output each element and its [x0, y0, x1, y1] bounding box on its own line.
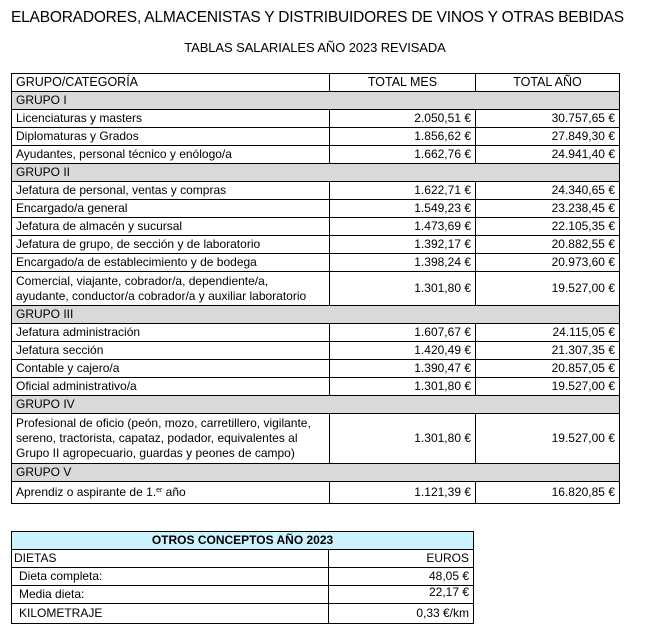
month-cell: 1.622,71 €: [330, 182, 476, 200]
table-row: [12, 254, 620, 272]
group-label: GRUPO I: [12, 92, 620, 110]
year-cell: 24.115,05 €: [476, 324, 620, 342]
table-row: [12, 324, 620, 342]
category-line: Grupo II agropecuario, guardas y peones de campo): [16, 446, 295, 460]
month-cell: 1.301,80 €: [330, 414, 476, 464]
table-row: [12, 146, 620, 164]
category-cell: Licenciaturas y masters: [12, 110, 330, 128]
category-cell: [12, 414, 330, 464]
category-line: sereno, tractorista, capataz, podador, equivalentes al: [16, 431, 298, 445]
category-text: Aprendiz o aspirante de 1.: [16, 485, 157, 499]
group-row: [12, 396, 620, 414]
month-cell: 1.420,49 €: [330, 342, 476, 360]
month-cell: 2.050,51 €: [330, 110, 476, 128]
salary-table: [11, 73, 620, 504]
concept-value: 0,33 €/km: [329, 604, 474, 624]
concept-label: Dieta completa:: [12, 568, 329, 586]
year-cell: 21.307,35 €: [476, 342, 620, 360]
group-label: GRUPO II: [12, 164, 620, 182]
year-cell: 19.527,00 €: [476, 378, 620, 396]
ordinal-superscript: er: [156, 487, 163, 494]
column-header-year: TOTAL AÑO: [476, 74, 620, 92]
month-cell: 1.392,17 €: [330, 236, 476, 254]
category-cell: [12, 482, 330, 504]
table-row: [12, 218, 620, 236]
category-cell: [12, 272, 330, 306]
category-line: Profesional de oficio (peón, mozo, carretillero, vigilante,: [16, 416, 311, 430]
document-title: ELABORADORES, ALMACENISTAS Y DISTRIBUIDORES DE VINOS Y OTRAS BEBIDAS: [11, 9, 624, 26]
table-header-row: [12, 74, 620, 92]
category-cell: Oficial administrativo/a: [12, 378, 330, 396]
year-cell: 24.340,65 €: [476, 182, 620, 200]
table-row: [12, 482, 620, 504]
category-cell: Encargado/a de establecimiento y de bodega: [12, 254, 330, 272]
euros-label: EUROS: [329, 550, 474, 568]
otros-title-row: [12, 532, 474, 550]
group-row: [12, 464, 620, 482]
column-header-category: GRUPO/CATEGORÍA: [12, 74, 330, 92]
otros-row: [12, 604, 474, 624]
category-cell: Diplomaturas y Grados: [12, 128, 330, 146]
otros-row: [12, 586, 474, 604]
group-row: [12, 306, 620, 324]
category-line: Comercial, viajante, cobrador/a, dependiente/a,: [16, 273, 269, 288]
year-cell: 22.105,35 €: [476, 218, 620, 236]
concept-label: Media dieta:: [12, 586, 329, 604]
document-subtitle: TABLAS SALARIALES AÑO 2023 REVISADA: [184, 40, 446, 55]
otros-title: OTROS CONCEPTOS AÑO 2023: [12, 532, 474, 550]
month-cell: 1.662,76 €: [330, 146, 476, 164]
year-cell: 19.527,00 €: [476, 414, 620, 464]
month-cell: 1.121,39 €: [330, 482, 476, 504]
table-row: [12, 342, 620, 360]
year-cell: 20.973,60 €: [476, 254, 620, 272]
category-cell: Jefatura administración: [12, 324, 330, 342]
category-cell: Jefatura de almacén y sucursal: [12, 218, 330, 236]
table-row: [12, 414, 620, 464]
year-cell: 23.238,45 €: [476, 200, 620, 218]
year-cell: 24.941,40 €: [476, 146, 620, 164]
category-cell: Ayudantes, personal técnico y enólogo/a: [12, 146, 330, 164]
table-row: [12, 360, 620, 378]
year-cell: 30.757,65 €: [476, 110, 620, 128]
year-cell: 27.849,30 €: [476, 128, 620, 146]
table-row: [12, 272, 620, 306]
category-line: ayudante, conductor/a cobrador/a y auxiliar laboratorio: [16, 288, 307, 303]
month-cell: 1.301,80 €: [330, 378, 476, 396]
year-cell: 16.820,85 €: [476, 482, 620, 504]
year-cell: 20.882,55 €: [476, 236, 620, 254]
otros-row: [12, 568, 474, 586]
column-header-month: TOTAL MES: [330, 74, 476, 92]
table-row: [12, 110, 620, 128]
category-cell: Encargado/a general: [12, 200, 330, 218]
category-text: año: [162, 485, 186, 499]
category-cell: Jefatura sección: [12, 342, 330, 360]
month-cell: 1.398,24 €: [330, 254, 476, 272]
year-cell: 20.857,05 €: [476, 360, 620, 378]
month-cell: 1.856,62 €: [330, 128, 476, 146]
group-row: [12, 92, 620, 110]
year-cell: 19.527,00 €: [476, 272, 620, 306]
group-label: GRUPO V: [12, 464, 620, 482]
month-cell: 1.301,80 €: [330, 272, 476, 306]
dietas-label: DIETAS: [12, 550, 329, 568]
category-cell: Contable y cajero/a: [12, 360, 330, 378]
month-cell: 1.607,67 €: [330, 324, 476, 342]
concept-value: 48,05 €: [329, 568, 474, 586]
concept-value: 22,17 €: [329, 586, 474, 604]
table-row: [12, 128, 620, 146]
table-row: [12, 236, 620, 254]
month-cell: 1.473,69 €: [330, 218, 476, 236]
table-row: [12, 182, 620, 200]
category-cell: Jefatura de personal, ventas y compras: [12, 182, 330, 200]
table-row: [12, 200, 620, 218]
month-cell: 1.549,23 €: [330, 200, 476, 218]
month-cell: 1.390,47 €: [330, 360, 476, 378]
table-row: [12, 378, 620, 396]
otros-header-row: [12, 550, 474, 568]
concept-label: KILOMETRAJE: [12, 604, 329, 624]
group-row: [12, 164, 620, 182]
otros-conceptos-table: [11, 531, 474, 624]
group-label: GRUPO III: [12, 306, 620, 324]
group-label: GRUPO IV: [12, 396, 620, 414]
category-cell: Jefatura de grupo, de sección y de laboratorio: [12, 236, 330, 254]
